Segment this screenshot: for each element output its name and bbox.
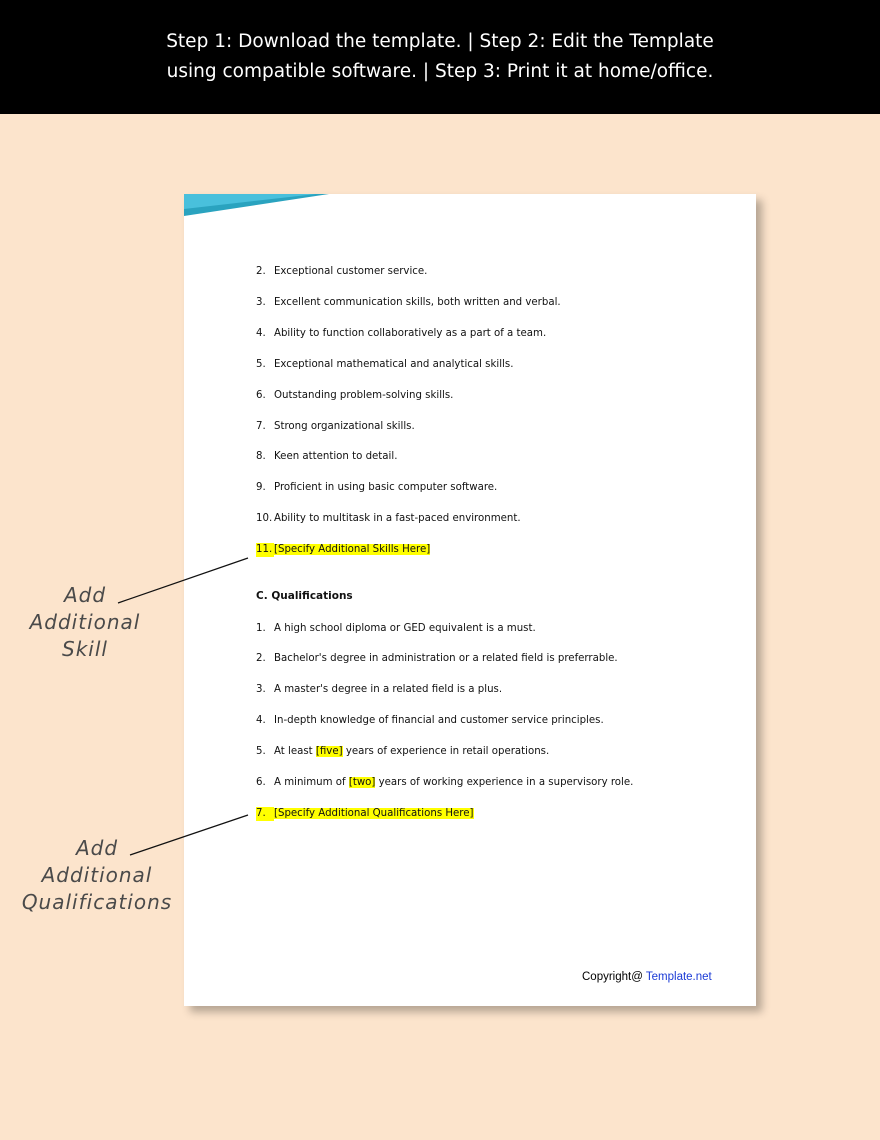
list-item: 10. Ability to multitask in a fast-paced environment. bbox=[256, 513, 521, 524]
list-item: 2. Bachelor's degree in administration or a related field is preferrable. bbox=[256, 653, 618, 664]
years-placeholder[interactable]: [two] bbox=[348, 777, 376, 788]
additional-skills-placeholder[interactable]: 11. [Specify Additional Skills Here] bbox=[256, 544, 431, 555]
list-item: 8. Keen attention to detail. bbox=[256, 451, 398, 462]
additional-qualifications-placeholder[interactable]: 7. [Specify Additional Qualifications Here] bbox=[256, 808, 474, 819]
list-item: 3. A master's degree in a related field is a plus. bbox=[256, 684, 503, 695]
qualifications-heading: C. Qualifications bbox=[256, 590, 353, 602]
callout-add-qualifications: Add Additional Qualifications bbox=[21, 836, 173, 914]
list-item: 4. Ability to function collaboratively as a part of a team. bbox=[256, 328, 547, 339]
list-item: 2. Exceptional customer service. bbox=[256, 266, 428, 277]
list-item: 5. At least [five] years of experience in retail operations. bbox=[256, 746, 550, 757]
banner-line-2: using compatible software. | Step 3: Print it at home/office. bbox=[166, 61, 714, 82]
copyright: Copyright@ Template.net bbox=[582, 971, 712, 983]
list-item: 4. In-depth knowledge of financial and customer service principles. bbox=[256, 715, 604, 726]
list-item: 3. Excellent communication skills, both written and verbal. bbox=[256, 297, 561, 308]
years-placeholder[interactable]: [five] bbox=[315, 746, 343, 757]
list-item: 1. A high school diploma or GED equivalent is a must. bbox=[256, 623, 536, 634]
template-net-link[interactable]: Template.net bbox=[645, 971, 712, 983]
callout-add-skill: Add Additional Skill bbox=[29, 583, 141, 661]
list-item: 6. Outstanding problem-solving skills. bbox=[256, 390, 454, 401]
banner-line-1: Step 1: Download the template. | Step 2: Edit the Template bbox=[166, 31, 714, 52]
list-item: 5. Exceptional mathematical and analytical skills. bbox=[256, 359, 514, 370]
list-item: 9. Proficient in using basic computer software. bbox=[256, 482, 498, 493]
list-item: 6. A minimum of [two] years of working experience in a supervisory role. bbox=[256, 777, 634, 788]
list-item: 7. Strong organizational skills. bbox=[256, 421, 415, 432]
